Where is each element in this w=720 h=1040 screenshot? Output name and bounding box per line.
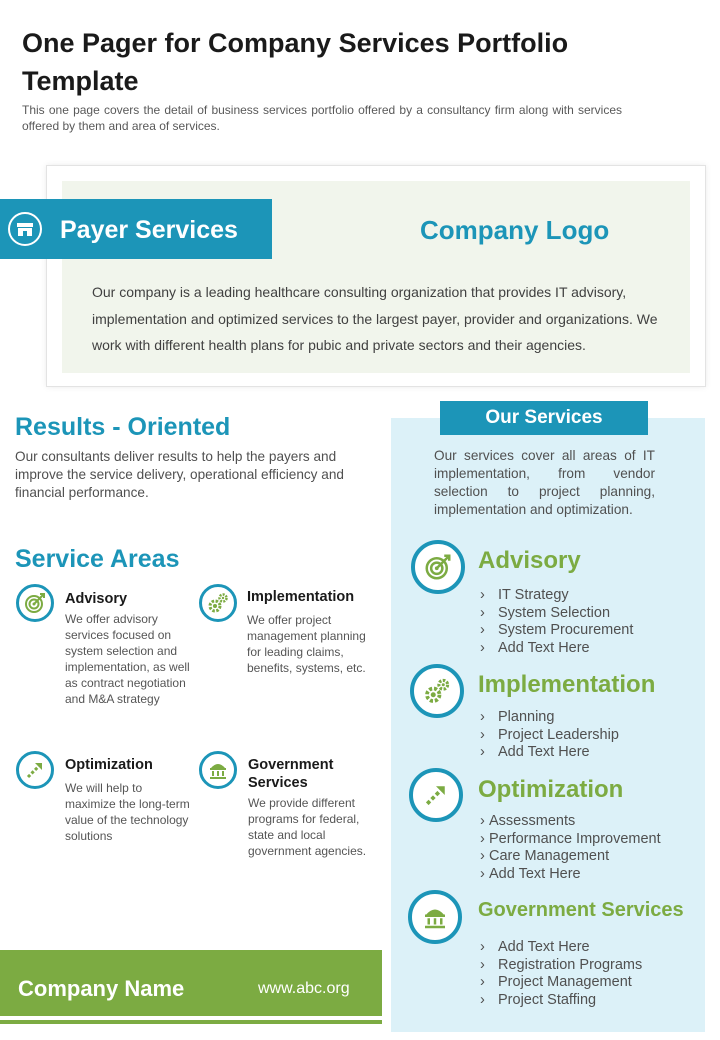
list-item: › Care Management [480, 848, 661, 866]
growth-arrow-icon [409, 768, 463, 822]
page-subtitle: This one page covers the detail of business services portfolio offered by a consultancy firm along with services offered by them and area of services. [22, 103, 622, 133]
service-advisory-list [480, 587, 633, 658]
service-implementation-list [480, 709, 619, 762]
government-building-icon [408, 890, 462, 944]
list-item: › IT Strategy [480, 587, 633, 605]
list-item: › Add Text Here [480, 939, 642, 957]
list-item: › System Procurement [480, 622, 633, 640]
list-item: › Project Leadership [480, 727, 619, 745]
payer-services-label: Payer Services [60, 216, 238, 244]
results-heading: Results - Oriented [15, 413, 231, 441]
area-advisory-title: Advisory [65, 591, 128, 607]
list-item: › Project Management [480, 974, 642, 992]
area-government-text: We provide different programs for federal, state and local government agencies. [248, 796, 367, 858]
our-services-intro: Our services cover all areas of IT implementation, from vendor selection to project planning, implementation and optimization. [434, 448, 655, 517]
area-optimization-text: We will help to maximize the long-term value of the technology solutions [65, 781, 190, 843]
list-item: › Add Text Here [480, 640, 633, 658]
area-implementation-title: Implementation [247, 589, 355, 605]
service-government-list [480, 939, 642, 1010]
service-areas-heading: Service Areas [15, 545, 180, 573]
list-item: › Registration Programs [480, 957, 642, 975]
government-building-icon [199, 751, 237, 789]
list-item: › System Selection [480, 605, 633, 623]
growth-arrow-icon [16, 751, 54, 789]
area-implementation-text: We offer project management planning for leading claims, benefits, systems, etc. [247, 613, 366, 675]
target-icon [16, 584, 54, 622]
list-item: › Add Text Here [480, 744, 619, 762]
company-logo-placeholder: Company Logo [420, 215, 610, 245]
storefront-icon [8, 212, 42, 246]
service-optimization-title: Optimization [478, 776, 624, 803]
service-government-title: Government Services [478, 899, 684, 921]
service-advisory-title: Advisory [478, 547, 581, 574]
service-implementation-title: Implementation [478, 671, 656, 698]
footer-url[interactable]: www.abc.org [258, 980, 350, 997]
list-item: › Add Text Here [480, 866, 661, 884]
our-services-header: Our Services [440, 401, 648, 435]
area-optimization-title: Optimization [65, 757, 153, 773]
hero-description: Our company is a leading healthcare consulting organization that provides IT advisory, implementation and optimized services to the largest payer, provider and organizations. We work with different health plans for pubic and private sectors and their agencies. [92, 284, 658, 353]
results-text: Our consultants deliver results to help the payers and improve the service delivery, operational efficiency and financial performance. [15, 449, 344, 500]
footer-company-name: Company Name [18, 976, 185, 1001]
list-item: › Performance Improvement [480, 831, 661, 849]
list-item: › Assessments [480, 813, 661, 831]
page-title: One Pager for Company Services Portfolio Template [22, 28, 569, 96]
gears-icon [410, 664, 464, 718]
area-government-title: Government Services [248, 757, 334, 791]
list-item: › Planning [480, 709, 619, 727]
service-optimization-list [480, 813, 661, 884]
list-item: › Project Staffing [480, 992, 642, 1010]
footer-underline [0, 1020, 382, 1024]
gears-icon [199, 584, 237, 622]
target-icon [411, 540, 465, 594]
area-advisory-text: We offer advisory services focused on system selection and implementation, as well as contract negotiation and M&A strategy [65, 612, 190, 706]
